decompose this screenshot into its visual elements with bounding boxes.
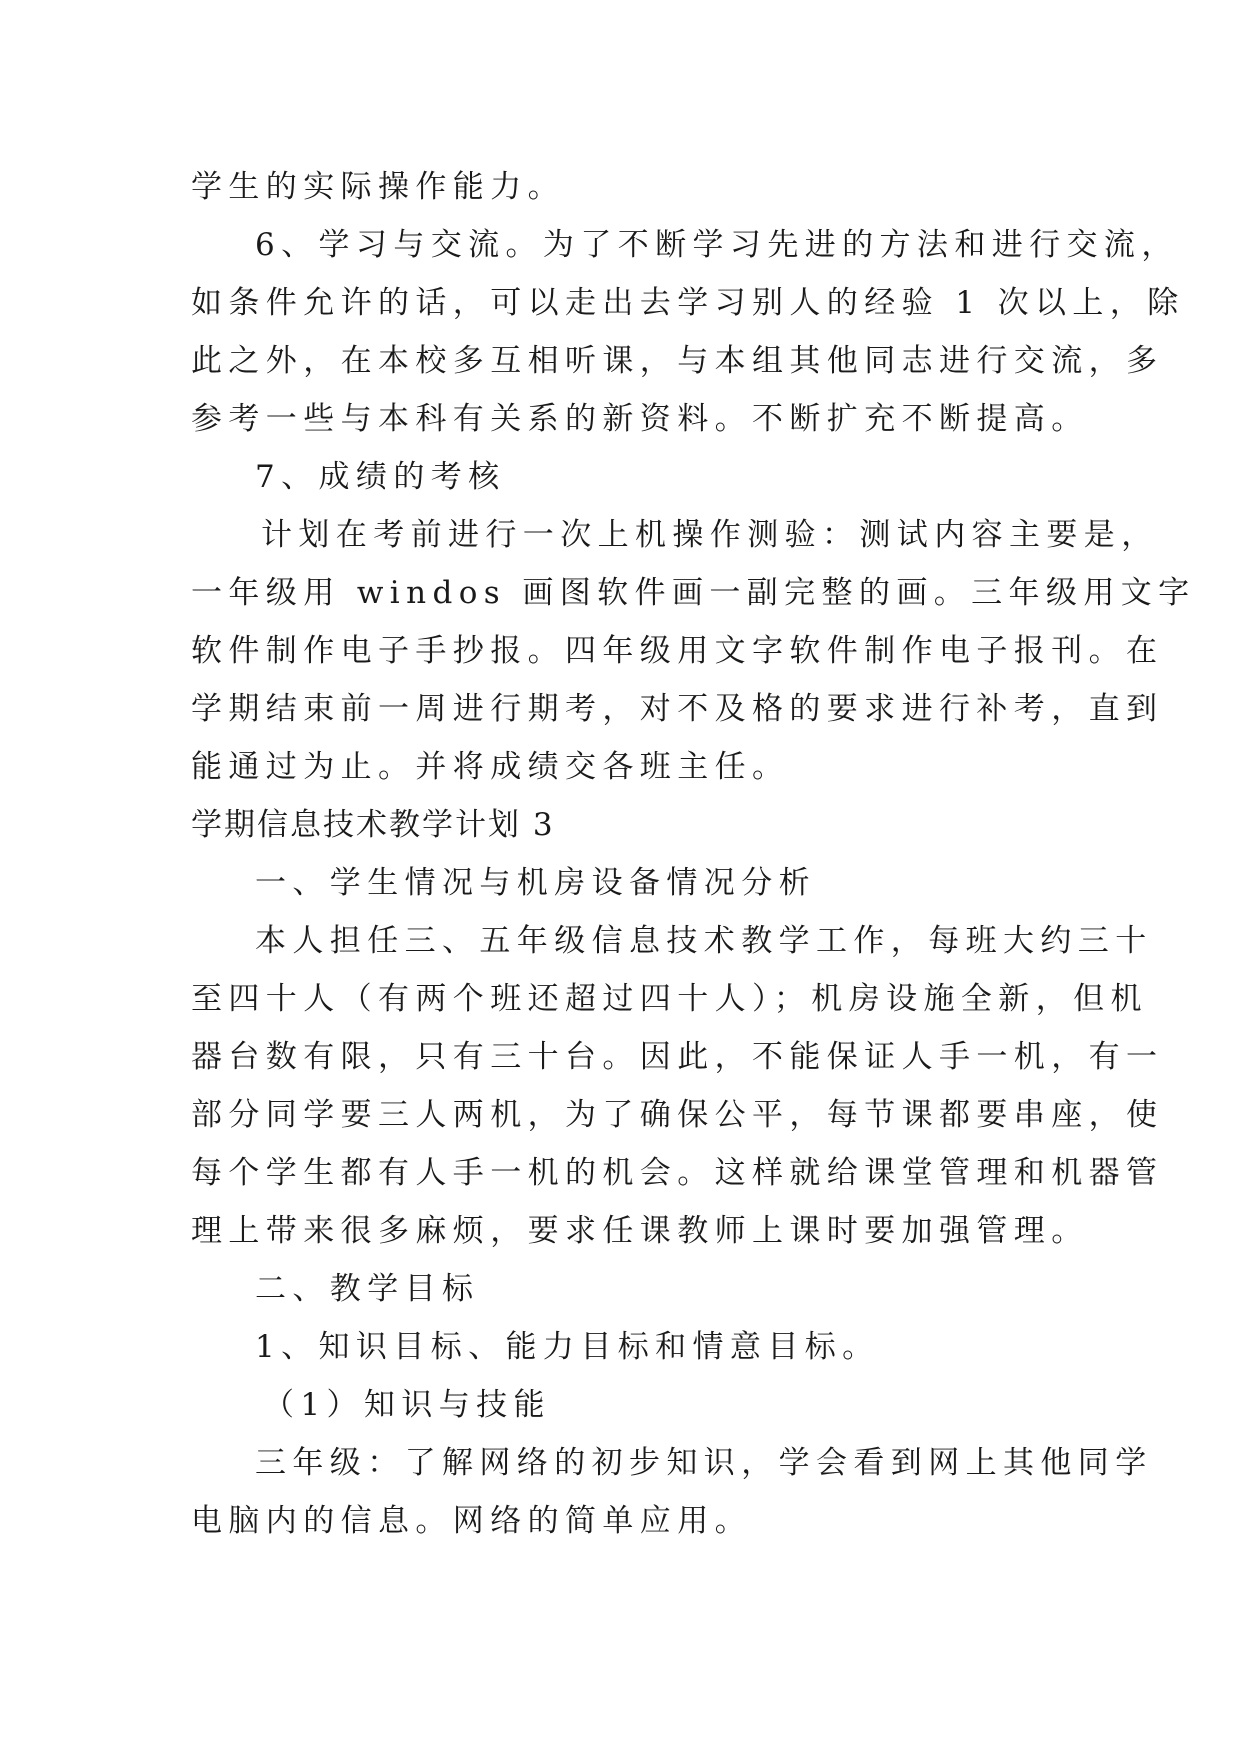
sub-heading: （1）知识与技能 xyxy=(263,1387,551,1423)
paragraph-line: 此之外，在本校多互相听课，与本组其他同志进行交流，多 xyxy=(191,343,1164,379)
paragraph-line: 一年级用 windos 画图软件画一副完整的画。三年级用文字 xyxy=(191,575,1196,611)
paragraph-line: 学期结束前一周进行期考，对不及格的要求进行补考，直到 xyxy=(191,691,1164,727)
paragraph-line: 软件制作电子手抄报。四年级用文字软件制作电子报刊。在 xyxy=(191,633,1164,669)
document-page xyxy=(191,158,1196,1550)
paragraph-line: 三年级：了解网络的初步知识，学会看到网上其他同学 xyxy=(255,1445,1153,1481)
paragraph-line: 器台数有限，只有三十台。因此，不能保证人手一机，有一 xyxy=(191,1039,1164,1075)
paragraph-line: 参考一些与本科有关系的新资料。不断扩充不断提高。 xyxy=(191,401,1089,437)
section-heading: 一、学生情况与机房设备情况分析 xyxy=(255,865,816,901)
paragraph-line: 如条件允许的话，可以走出去学习别人的经验 1 次以上，除 xyxy=(191,285,1185,321)
paragraph-line: 每个学生都有人手一机的机会。这样就给课堂管理和机器管 xyxy=(191,1155,1164,1191)
paragraph-line: 本人担任三、五年级信息技术教学工作，每班大约三十 xyxy=(255,923,1153,959)
paragraph-line: 部分同学要三人两机，为了确保公平，每节课都要串座，使 xyxy=(191,1097,1164,1133)
paragraph-line: 至四十人（有两个班还超过四十人）；机房设施全新，但机 xyxy=(191,981,1148,1017)
paragraph-line: 计划在考前进行一次上机操作测验：测试内容主要是， xyxy=(261,517,1159,553)
section-heading: 二、教学目标 xyxy=(255,1271,480,1307)
document-title: 学期信息技术教学计划 3 xyxy=(191,807,555,843)
paragraph-line: 学生的实际操作能力。 xyxy=(191,169,565,205)
paragraph-line: 6、学习与交流。为了不断学习先进的方法和进行交流， xyxy=(255,227,1179,263)
paragraph-line: 理上带来很多麻烦，要求任课教师上课时要加强管理。 xyxy=(191,1213,1089,1249)
section-heading: 7、成绩的考核 xyxy=(255,459,506,495)
paragraph-line: 能通过为止。并将成绩交各班主任。 xyxy=(191,749,790,785)
paragraph-line: 1、知识目标、能力目标和情意目标。 xyxy=(255,1329,880,1365)
paragraph-line: 电脑内的信息。网络的简单应用。 xyxy=(191,1503,752,1539)
